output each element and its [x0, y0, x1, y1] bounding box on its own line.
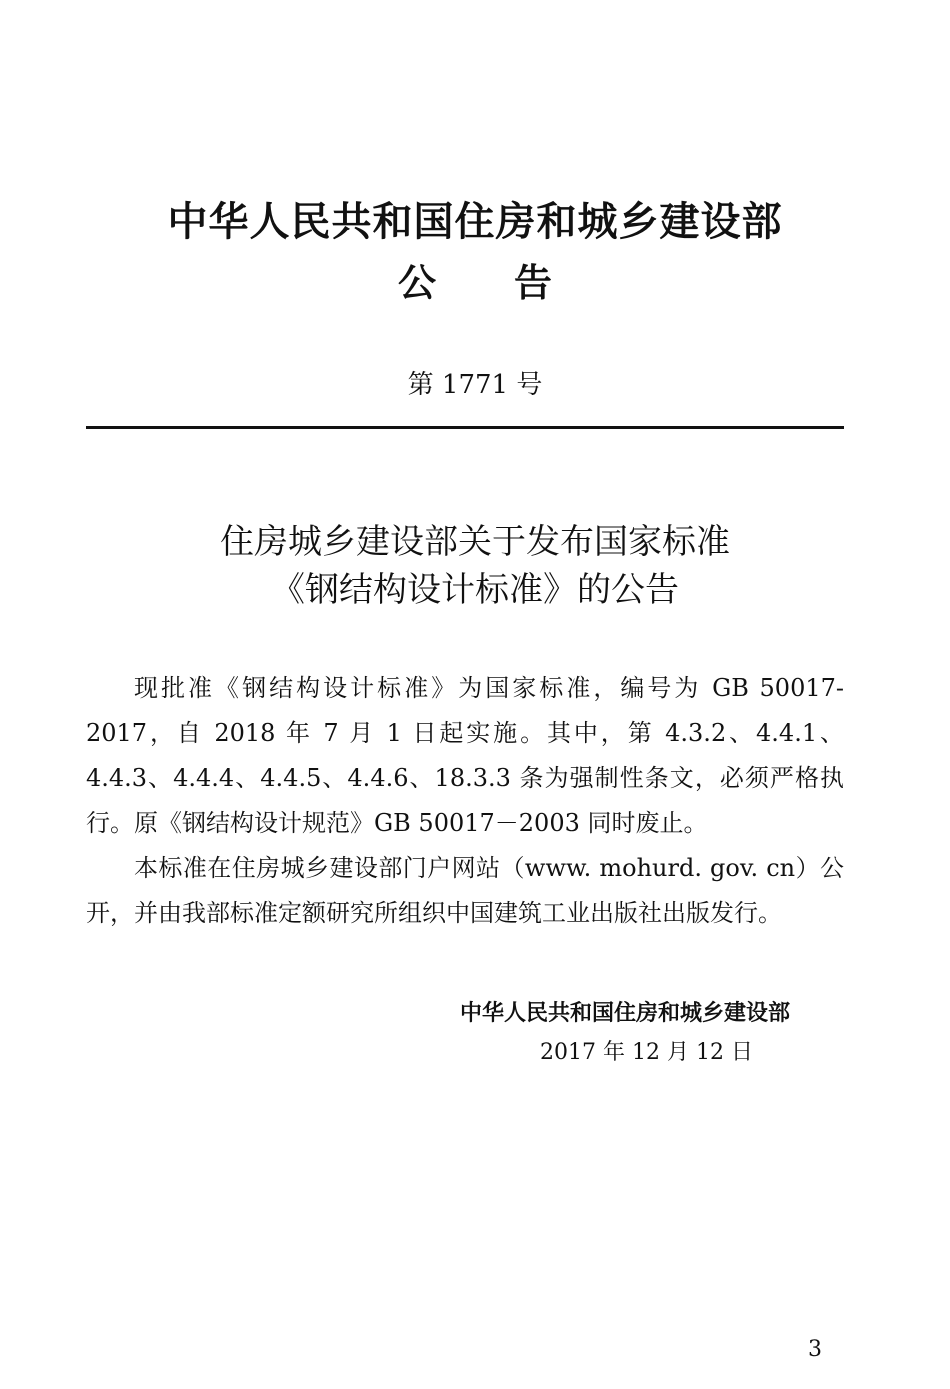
signature-issuer: 中华人民共和国住房和城乡建设部: [459, 1001, 790, 1026]
signature-date: 2017 年 12 月 12 日: [540, 1040, 753, 1065]
body-paragraph-2: 本标准在住房城乡建设部门户网站（www. mohurd. gov. cn）公开，并由我部标准定额研究所组织中国建筑工业出版社出版发行。: [86, 854, 844, 927]
header-divider: [86, 426, 844, 429]
subject-line-2: 《钢结构设计标准》的公告: [271, 570, 679, 610]
document-number: 第 1771 号: [407, 370, 543, 400]
body-paragraph-1: 现批准《钢结构设计标准》为国家标准，编号为 GB 50017-2017，自 2018 年 7 月 1 日起实施。其中，第 4.3.2、4.4.1、4.4.3、4.4.4、4.4.5、4.4.6、18.3.3 条为强制性条文，必须严格执行。原《钢结构设计规范》GB 50017－2003 同时废止。: [86, 674, 844, 837]
announcement-body: [86, 666, 844, 936]
announcement-heading: 公告: [397, 261, 630, 305]
page-number: 3: [808, 1337, 822, 1362]
ministry-title: 中华人民共和国住房和城乡建设部: [167, 199, 783, 245]
subject-line-1: 住房城乡建设部关于发布国家标准: [220, 522, 730, 562]
announcement-subject: [0, 518, 950, 614]
